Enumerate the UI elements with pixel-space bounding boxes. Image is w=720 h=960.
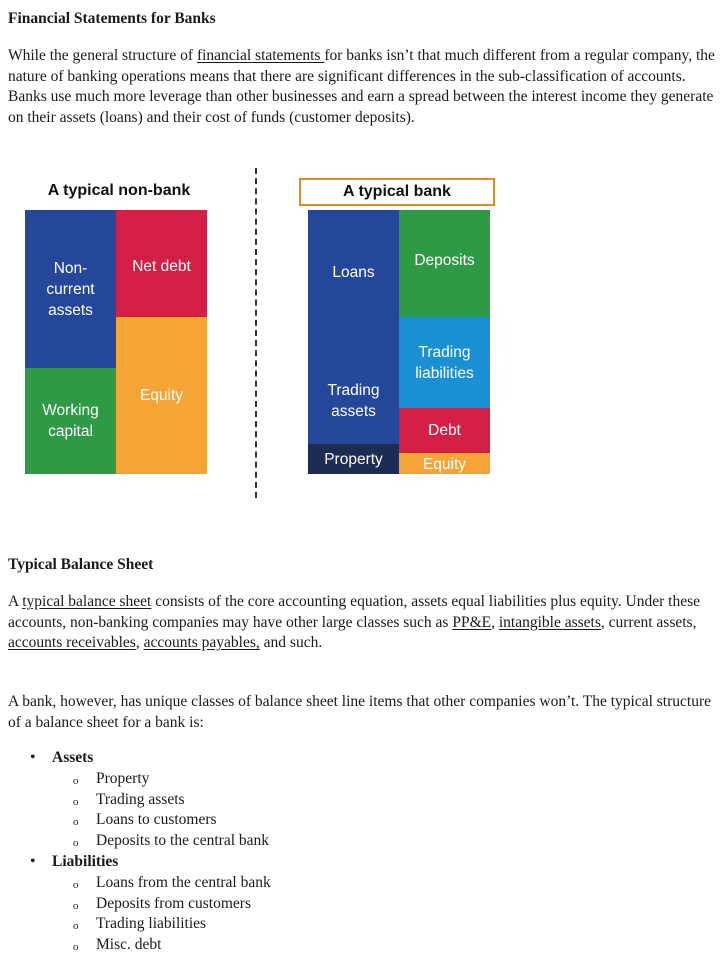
block-loans — [308, 210, 399, 358]
block-property — [308, 444, 399, 474]
text: , — [491, 613, 499, 631]
link-accounts-payables[interactable]: accounts payables, — [143, 634, 260, 651]
nonbank-title: A typical non-bank — [47, 182, 191, 199]
heading-typical-balance-sheet: Typical Balance Sheet — [8, 556, 154, 573]
label-equity-bank: Equity — [422, 456, 467, 473]
block-deposits — [399, 210, 490, 317]
label-property: Property — [324, 450, 383, 468]
assets-sublist — [52, 769, 271, 852]
list-item: o Deposits from customers — [52, 894, 271, 915]
block-net-debt — [116, 210, 207, 317]
heading-financial-statements: Financial Statements for Banks — [8, 10, 216, 27]
liabilities-sublist — [52, 873, 271, 956]
label-equity-nonbank: Equity — [139, 387, 184, 404]
intro-paragraph — [8, 46, 720, 128]
list-item-assets — [28, 748, 271, 852]
label-debt: Debt — [428, 422, 461, 439]
balance-sheet-comparison-diagram — [0, 160, 720, 520]
text: , current assets, — [600, 613, 697, 631]
list-item: o Trading liabilities — [52, 914, 271, 935]
text: A — [8, 593, 23, 610]
assets-label: Assets — [52, 749, 94, 766]
intro-text-start: While the general structure of — [8, 47, 197, 64]
list-item-liabilities — [28, 852, 271, 956]
label-trading-liabilities: Trading liabilities — [415, 343, 474, 382]
intro-text-end: for banks isn’t that much different from a regular company, the nature of banking operations means that there are significant differences in the sub-classification of accounts. Banks use much more leverage than other businesses and earn a spread between the interest income they generate on their assets (loans) and their cost of funds (customer deposits). — [8, 47, 715, 126]
list-item: o Property — [52, 769, 271, 790]
label-deposits: Deposits — [414, 252, 475, 269]
text: , — [135, 634, 144, 651]
list-item: o Loans from the central bank — [52, 873, 271, 894]
link-typical-balance-sheet[interactable]: typical balance sheet — [22, 593, 152, 610]
link-financial-statements[interactable]: financial statements — [196, 47, 325, 64]
label-noncurrent-assets: Non- current assets — [46, 259, 95, 319]
list-item: o Loans to customers — [52, 810, 271, 831]
link-ppe[interactable]: PP&E — [452, 613, 492, 631]
block-equity-nonbank — [116, 317, 207, 474]
bank-title: A typical bank — [299, 178, 495, 206]
label-net-debt: Net debt — [132, 258, 191, 275]
block-equity-bank — [399, 453, 490, 474]
dashed-divider — [255, 168, 257, 498]
balance-sheet-list — [28, 748, 271, 956]
block-trading-assets — [308, 358, 399, 444]
block-working-capital — [25, 368, 116, 474]
list-item: o Misc. debt — [52, 935, 271, 956]
label-loans: Loans — [332, 263, 375, 281]
text: consists of the core accounting equation, assets equal liabilities plus equity. Under these accounts, non-banking companies may have other large classes such as — [8, 593, 701, 631]
list-item: o Deposits to the central bank — [52, 831, 271, 852]
list-item: o Trading assets — [52, 790, 271, 811]
bank-structure-paragraph: A bank, however, has unique classes of balance sheet line items that other companies won’t. The typical structure of a balance sheet for a bank is: — [8, 693, 711, 731]
text: and such. — [259, 634, 323, 651]
label-working-capital: Working capital — [42, 402, 99, 440]
block-trading-liabilities — [399, 317, 490, 408]
liabilities-label: Liabilities — [52, 852, 119, 870]
link-accounts-receivables[interactable]: accounts receivables — [8, 634, 136, 651]
balance-sheet-paragraph — [8, 592, 720, 654]
block-debt — [399, 408, 490, 453]
link-intangible-assets[interactable]: intangible assets — [498, 613, 601, 631]
block-noncurrent-assets — [25, 210, 116, 368]
label-trading-assets: Trading assets — [327, 382, 380, 420]
